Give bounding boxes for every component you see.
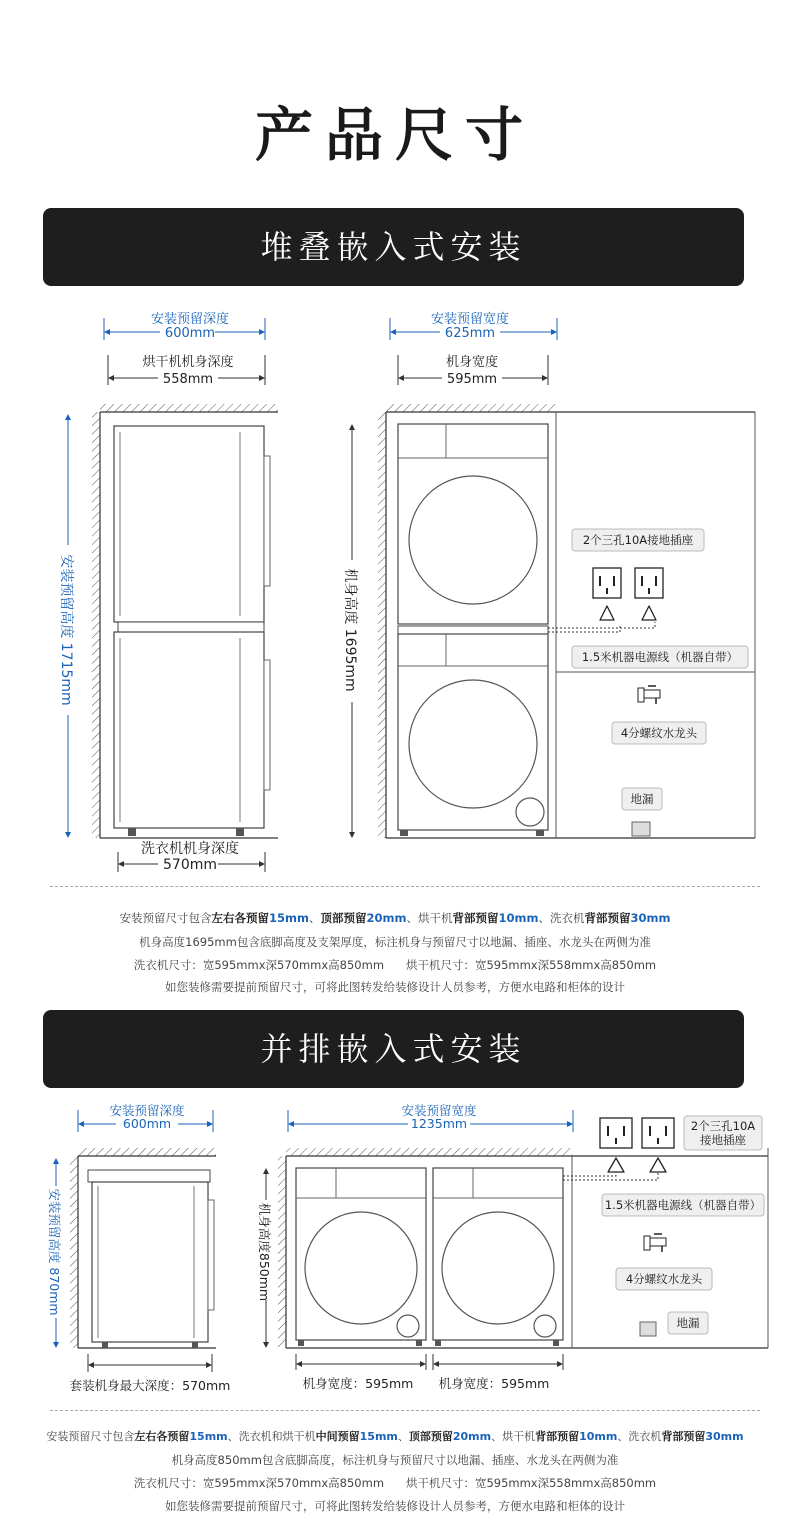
notes-s2-line4: 如您装修需要提前预留尺寸，可将此图转发给装修设计人员参考，方便水电路和柜体的设计 bbox=[165, 1499, 625, 1513]
washer-depth-label: 洗衣机机身深度 bbox=[141, 841, 239, 857]
plug-icon-2 bbox=[608, 1158, 666, 1172]
socket-label: 2个三孔10A接地插座 bbox=[582, 533, 694, 547]
width-right-label: 机身宽度：595mm bbox=[438, 1376, 550, 1391]
body-height-dimension bbox=[342, 424, 359, 838]
section-banner-stacked: 堆叠嵌入式安装 bbox=[43, 208, 744, 286]
notes-s1-line2: 机身高度1695mm包含底脚高度及支架厚度，标注机身与预留尺寸以地漏、插座、水龙头在两侧为准 bbox=[139, 935, 651, 949]
washer-side-view bbox=[114, 632, 270, 836]
dryer-front-view-2 bbox=[433, 1168, 563, 1346]
dryer-depth-value: 558mm bbox=[162, 372, 214, 387]
back-wall-hatch bbox=[92, 412, 100, 838]
socket-label-2a: 2个三孔10A bbox=[690, 1119, 756, 1133]
plug-icon bbox=[600, 606, 656, 620]
width-reserve-dimension-2 bbox=[288, 1103, 573, 1132]
machine-side-view-2 bbox=[88, 1170, 214, 1348]
depth-reserve-dimension bbox=[104, 311, 265, 341]
divider-2 bbox=[50, 1410, 760, 1411]
width-reserve-dimension bbox=[390, 311, 557, 341]
body-height-dimension-2 bbox=[257, 1168, 272, 1348]
depth-reserve-label: 安装预留深度 bbox=[150, 312, 230, 327]
width-left-label: 机身宽度：595mm bbox=[302, 1376, 414, 1391]
divider bbox=[50, 886, 760, 887]
drain-icon bbox=[632, 822, 650, 836]
cable-label-2: 1.5米机器电源线（机器自带） bbox=[604, 1198, 762, 1212]
depth-reserve-label-2: 安装预留深度 bbox=[109, 1103, 185, 1118]
section-banner-side-by-side: 并排嵌入式安装 bbox=[43, 1010, 744, 1088]
body-height-label-2: 机身高度850mm bbox=[257, 1202, 272, 1302]
washer-depth-value: 570mm bbox=[163, 857, 217, 873]
depth-reserve-dimension-2 bbox=[78, 1103, 213, 1132]
width-reserve-value-2: 1235mm bbox=[410, 1116, 468, 1131]
drain-icon-2 bbox=[640, 1322, 656, 1336]
washer-front-view bbox=[398, 634, 548, 836]
drain-label-2: 地漏 bbox=[676, 1316, 700, 1330]
page-title: 产品尺寸 bbox=[254, 101, 535, 169]
body-width-value: 595mm bbox=[446, 372, 498, 387]
cable-label: 1.5米机器电源线（机器自带） bbox=[581, 650, 739, 664]
faucet-label: 4分螺纹水龙头 bbox=[620, 726, 698, 740]
max-depth-label: 套装机身最大深度：570mm bbox=[69, 1378, 231, 1393]
ceiling-hatch bbox=[100, 404, 278, 412]
body-width-dimension bbox=[398, 354, 548, 387]
dryer-depth-dimension bbox=[108, 354, 265, 387]
faucet-icon-2 bbox=[644, 1234, 666, 1252]
width-reserve-label-2: 安装预留宽度 bbox=[401, 1103, 477, 1118]
faucet-icon bbox=[638, 686, 660, 704]
dryer-side-view bbox=[114, 426, 270, 622]
width-reserve-value: 625mm bbox=[444, 326, 496, 341]
height-reserve-label-2: 安装预留高度 870mm bbox=[47, 1188, 62, 1316]
washer-front-view-2 bbox=[296, 1168, 426, 1346]
height-reserve-dimension bbox=[58, 414, 75, 838]
depth-reserve-value: 600mm bbox=[164, 326, 216, 341]
notes-s1-line4: 如您装修需要提前预留尺寸，可将此图转发给装修设计人员参考，方便水电路和柜体的设计 bbox=[165, 980, 625, 994]
max-depth-dimension bbox=[70, 1354, 231, 1393]
height-reserve-dimension-2 bbox=[47, 1158, 62, 1348]
depth-reserve-value-2: 600mm bbox=[122, 1116, 172, 1131]
width-reserve-label: 安装预留宽度 bbox=[430, 312, 510, 327]
side-by-side-install-diagram bbox=[0, 1090, 790, 1410]
notes-s1-line3: 洗衣机尺寸：宽595mmx深570mmx高850mm 烘干机尺寸：宽595mmx深558mmx高850mm bbox=[133, 958, 657, 972]
socket-icon-2 bbox=[600, 1118, 674, 1148]
height-reserve-label: 安装预留高度 1715mm bbox=[58, 554, 74, 706]
notes-s2-line2: 机身高度850mm包含底脚高度，标注机身与预留尺寸以地漏、插座、水龙头在两侧为准 bbox=[171, 1453, 619, 1467]
body-height-label: 机身高度 1695mm bbox=[342, 568, 358, 692]
dryer-depth-label: 烘干机机身深度 bbox=[142, 355, 234, 370]
socket-label-2b: 接地插座 bbox=[700, 1133, 746, 1147]
faucet-label-2: 4分螺纹水龙头 bbox=[625, 1272, 703, 1286]
drain-label: 地漏 bbox=[630, 792, 654, 806]
width-right-dimension bbox=[433, 1354, 563, 1391]
body-width-label: 机身宽度 bbox=[445, 355, 499, 370]
notes-s2-line1: 安装预留尺寸包含左右各预留15mm、洗衣机和烘干机中间预留15mm、顶部预留20mm、烘干机背部预留10mm、洗衣机背部预留30mm bbox=[46, 1430, 744, 1443]
width-left-dimension bbox=[296, 1354, 426, 1391]
dryer-front-view bbox=[398, 424, 548, 624]
socket-icon bbox=[593, 568, 663, 598]
notes-s1-line1: 安装预留尺寸包含左右各预留15mm、顶部预留20mm、烘干机背部预留10mm、洗衣机背部预留30mm bbox=[119, 911, 671, 925]
notes-s2-line3: 洗衣机尺寸：宽595mmx深570mmx高850mm 烘干机尺寸：宽595mmx深558mmx高850mm bbox=[133, 1476, 657, 1490]
washer-depth-dimension bbox=[118, 840, 265, 873]
